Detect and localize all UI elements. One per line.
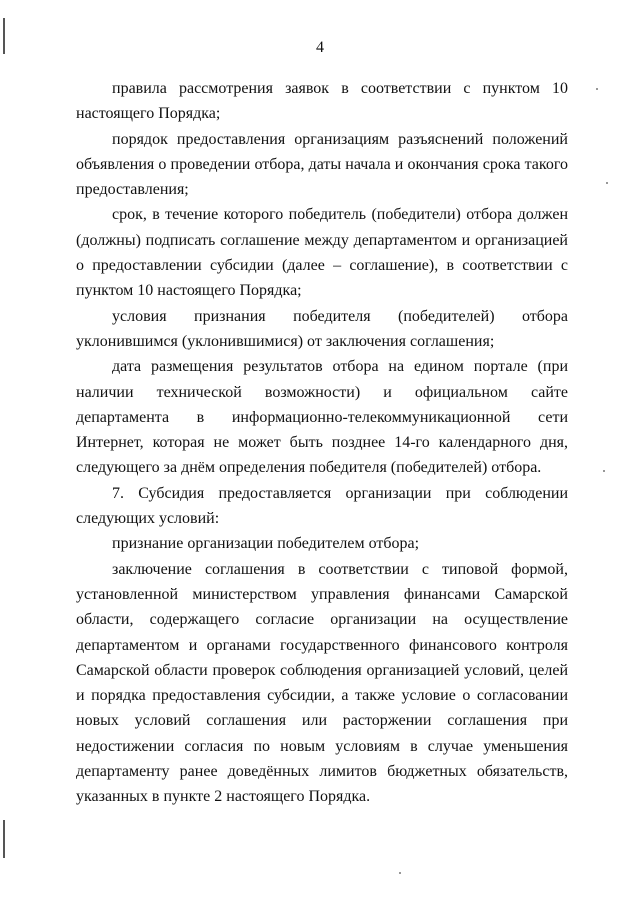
- paragraph: признание организации победителем отбора;: [112, 535, 420, 553]
- scan-speck: [606, 182, 608, 184]
- paragraph: заключение соглашения в соответствии с типовой формой, установленной министерством управления финансами Самарской области, содержащего согласие организации на осуществление департаментом и органами государственного финансового контроля Самарской области проверок соблюдения организацией условий, целей и порядка предоставления субсидии, а также условие о согласовании новых условий соглашения или расторжении соглашения при недостижении согласия по новым условиям в случае уменьшения департаменту ранее доведённых лимитов бюджетных обязательств, указанных в пункте 2 настоящего Порядка.: [76, 560, 568, 806]
- paragraph: срок, в течение которого победитель (победители) отбора должен (должны) подписать соглашение между департаментом и организацией о предоставлении субсидии (далее – соглашение), в соответствии с пунктом 10 настоящего Порядка;: [76, 206, 568, 300]
- scan-speck: [596, 88, 598, 90]
- scan-edge-mark-bottom: [3, 820, 5, 858]
- paragraph: условия признания победителя (победителей) отбора уклонившимся (уклонившимися) от заключения соглашения;: [76, 307, 568, 350]
- scan-speck: [603, 470, 605, 472]
- page-number: 4: [316, 39, 324, 56]
- paragraph: дата размещения результатов отбора на едином портале (при наличии технической возможности) и официальном сайте департамента в информационно-телекоммуникационной сети Интернет, которая не может быть позднее 14-го календарного дня, следующего за днём определения победителя (победителей) отбора.: [76, 358, 568, 477]
- scan-speck: [399, 872, 401, 874]
- body-text: [76, 76, 568, 810]
- paragraph: 7. Субсидия предоставляется организации при соблюдении следующих условий:: [76, 484, 568, 528]
- paragraph: правила рассмотрения заявок в соответствии с пунктом 10 настоящего Порядка;: [76, 80, 568, 123]
- paragraph: порядок предоставления организациям разъяснений положений объявления о проведении отбора, даты начала и окончания срока такого предоставления;: [76, 130, 568, 199]
